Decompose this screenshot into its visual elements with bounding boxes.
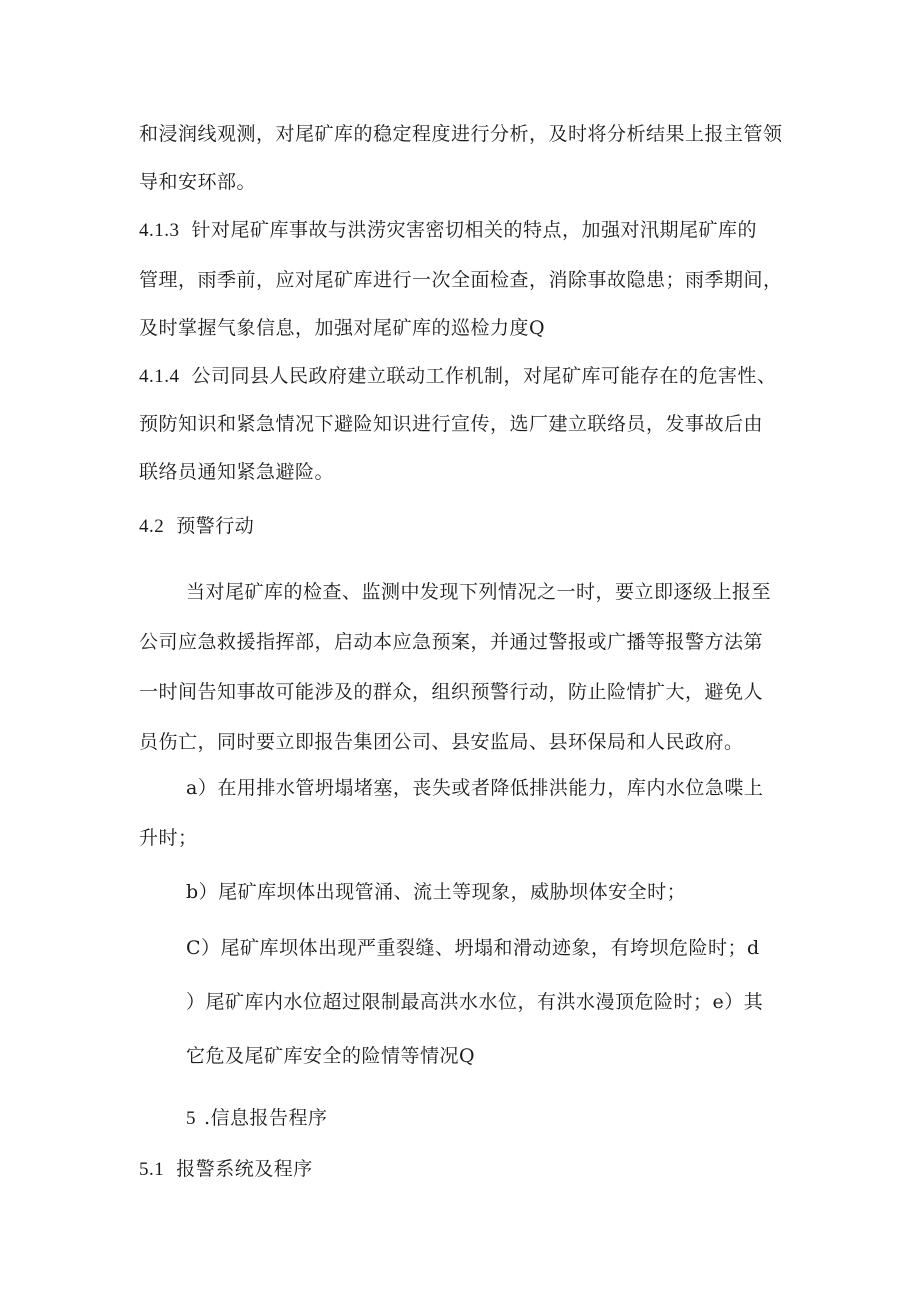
text-line: 员伤亡，同时要立即报告集团公司、县安监局、县环保局和人民政府。 — [139, 731, 744, 753]
list-item-e: 它危及尾矿库安全的险情等情况Q — [186, 1045, 476, 1067]
section-title: .信息报告程序 — [204, 1107, 328, 1129]
section-heading-5 — [186, 1106, 328, 1131]
text-line: 针对尾矿库事故与洪涝灾害密切相关的特点，加强对汛期尾矿库的 — [191, 219, 758, 241]
section-title: 预警行动 — [176, 515, 255, 537]
text-line: 管理，雨季前，应对尾矿库进行一次全面检查，消除事故隐患；雨季期间， — [139, 269, 783, 291]
section-heading-4-2 — [139, 514, 254, 539]
list-item-b: b）尾矿库坝体出现管涌、流土等现象，威胁坝体安全时； — [186, 881, 687, 903]
text-line: 一时间告知事故可能涉及的群众，组织预警行动，防止险情扩大，避免人 — [139, 681, 764, 703]
clause-4-1-3-first-line — [139, 218, 757, 243]
section-heading-5-1 — [139, 1157, 313, 1182]
section-title: 报警系统及程序 — [176, 1158, 313, 1180]
text-line: 联络员通知紧急避险。 — [139, 461, 335, 483]
section-number: 5 — [186, 1108, 196, 1129]
clause-number: 4.1.4 — [139, 366, 180, 387]
text-line: 公司同县人民政府建立联动工作机制，对尾矿库可能存在的危害性、 — [191, 365, 777, 387]
text-line: 当对尾矿库的检查、监测中发现下列情况之一时，要立即逐级上报至 — [186, 581, 772, 603]
list-item-d: ）尾矿库内水位超过限制最高洪水水位，有洪水漫顶危险时；e）其 — [186, 991, 764, 1013]
text-line: 预防知识和紧急情况下避险知识进行宣传，选厂建立联络员，发事故后由 — [139, 413, 764, 435]
text-line: 和浸润线观测，对尾矿库的稳定程度进行分析，及时将分析结果上报主管领 — [139, 123, 783, 145]
text-line: 公司应急救援指挥部，启动本应急预案，并通过警报或广播等报警方法第 — [139, 631, 764, 653]
text-line: 升时； — [139, 827, 198, 849]
text-line: 及时掌握气象信息，加强对尾矿库的巡检力度Q — [139, 317, 546, 339]
text-line: 导和安环部。 — [139, 171, 257, 193]
section-number: 5.1 — [139, 1159, 165, 1180]
list-item-c: C）尾矿库坝体出现严重裂缝、坍塌和滑动迹象，有垮坝危险时；d — [186, 937, 760, 959]
clause-4-1-4-first-line — [139, 364, 777, 389]
list-item-a: a）在用排水管坍塌堵塞，丧失或者降低排洪能力，库内水位急喋上 — [186, 777, 764, 799]
clause-number: 4.1.3 — [139, 220, 180, 241]
section-number: 4.2 — [139, 516, 165, 537]
